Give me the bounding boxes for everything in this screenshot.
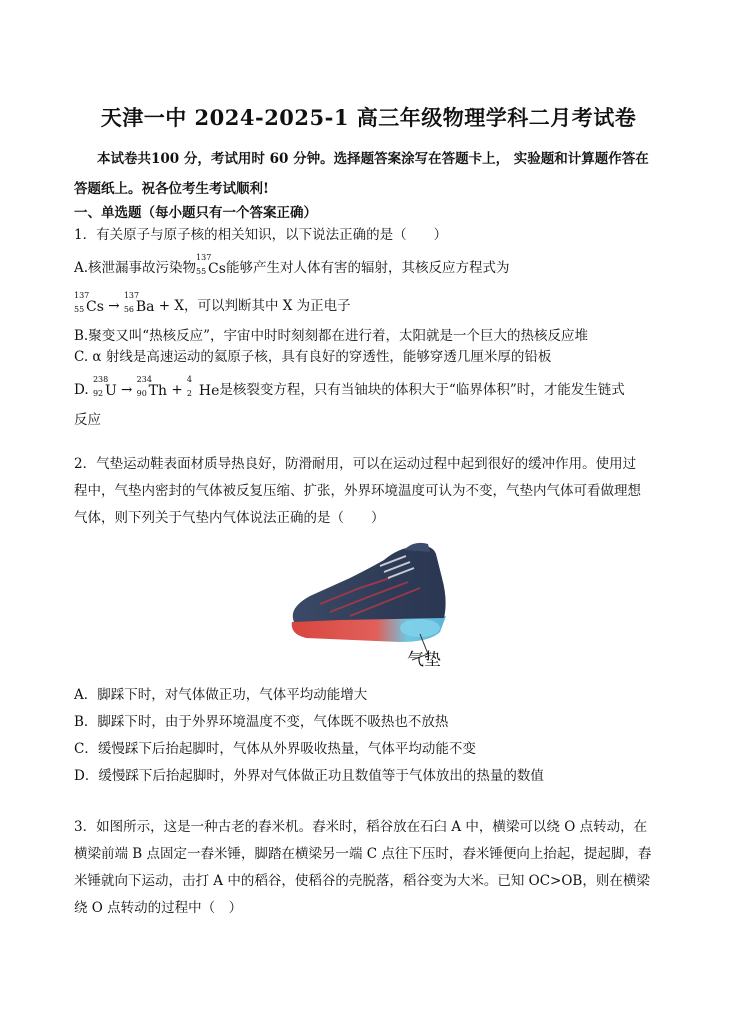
q3-line-1: 3．如图所示，这是一种古老的舂米机。舂米时，稻谷放在石臼 A 中，横梁可以绕 O 点转动，在 [74, 819, 648, 835]
q2-option-a: A．脚踩下时，对气体做正功，气体平均动能增大 [74, 687, 368, 703]
q1-option-d [74, 374, 625, 399]
q2-option-d: D．缓慢踩下后抬起脚时，外界对气体做正功且数值等于气体放出的热量的数值 [74, 768, 544, 784]
element-symbol: U [104, 382, 117, 399]
q1-option-a [74, 252, 510, 277]
q3-line-2: 横梁前端 B 点固定一舂米锤，脚踏在横梁另一端 C 点往下压时，舂米锤便向上抬起，提起脚，舂 [74, 846, 652, 862]
charge-number: 2 [186, 388, 193, 398]
charge-number: 55 [74, 304, 85, 314]
q2-line-2: 程中，气垫内密封的气体被反复压缩、扩张，外界环境温度可认为不变，气垫内气体可看做理想 [74, 483, 641, 499]
q1-option-d-suffix: 是核裂变方程，只有当铀块的体积大于“临界体积”时，才能发生链式 [219, 382, 625, 398]
mass-number: 137 [74, 290, 90, 300]
charge-number: 90 [136, 388, 147, 398]
charge-number: 56 [123, 304, 134, 314]
q2-option-c: C．缓慢踩下后抬起脚时，气体从外界吸收热量，气体平均动能不变 [74, 741, 476, 757]
q1-option-b: B.聚变又叫“热核反应”，宇宙中时时刻刻都在进行着，太阳就是一个巨大的热核反应堆 [74, 328, 589, 344]
q2-line-1: 2．气垫运动鞋表面材质导热良好，防滑耐用，可以在运动过程中起到很好的缓冲作用。使用过 [74, 456, 637, 472]
element-symbol: Th [148, 382, 168, 399]
q2-option-b: B．脚踩下时，由于外界环境温度不变，气体既不吸热也不放热 [74, 714, 449, 730]
reaction-arrow: → [108, 298, 120, 314]
element-symbol: Cs [208, 260, 226, 277]
element-symbol: Cs [86, 298, 104, 315]
charge-number: 92 [92, 388, 104, 398]
equation-tail: + X [158, 298, 184, 314]
element-symbol: He [198, 382, 220, 399]
q1-option-c: C. α 射线是高速运动的氦原子核，具有良好的穿透性，能够穿透几厘米厚的铅板 [74, 349, 552, 365]
q2-line-3: 气体，则下列关于气垫内气体说法正确的是（ ） [74, 510, 385, 526]
intro-line-2: 答题纸上。祝各位考生考试顺利! [74, 181, 269, 197]
q3-line-4: 绕 O 点转动的过程中（ ） [74, 900, 243, 916]
charge-number: 55 [196, 266, 207, 276]
mass-number: 137 [196, 252, 212, 262]
q1-option-d-prefix: D. [74, 382, 89, 398]
equation-note: ，可以判断其中 X 为正电子 [183, 298, 351, 314]
intro-line-1: 本试卷共100 分，考试用时 60 分钟。选择题答案涂写在答题卡上， 实验题和计算题作答在 [97, 151, 649, 167]
nuclide-cs137 [196, 252, 226, 277]
q1-option-a-suffix: 能够产生对人体有害的辐射，其核反应方程式为 [225, 260, 510, 276]
nuclide-ba137 [123, 290, 155, 315]
nuclide-cs137-eq [74, 290, 104, 315]
nuclide-th234 [136, 374, 168, 399]
q1-stem: 1．有关原子与原子核的相关知识，以下说法正确的是（ ） [74, 227, 448, 243]
q1-option-d-line2: 反应 [74, 412, 101, 428]
reaction-arrow: → [121, 382, 133, 398]
mass-number: 238 [92, 374, 109, 384]
mass-number: 137 [123, 290, 140, 300]
q1-option-a-prefix: A.核泄漏事故污染物 [74, 260, 197, 276]
plus-sign: + [171, 382, 183, 398]
mass-number: 234 [136, 374, 152, 384]
q3-line-3: 米锤就向下运动，击打 A 中的稻谷，使稻谷的壳脱落，稻谷变为大米。已知 OC>OB，则在横梁 [74, 873, 650, 889]
section-heading: 一、单选题（每小题只有一个答案正确） [74, 205, 317, 221]
exam-title: 天津一中 2024-2025-1 高三年级物理学科二月考试卷 [100, 105, 637, 130]
nuclide-u238 [92, 374, 117, 399]
air-cushion-label: 气垫 [407, 650, 441, 670]
q1-equation-1 [74, 290, 351, 315]
element-symbol: Ba [135, 298, 155, 315]
nuclide-he4 [186, 374, 220, 399]
mass-number: 4 [186, 374, 193, 384]
